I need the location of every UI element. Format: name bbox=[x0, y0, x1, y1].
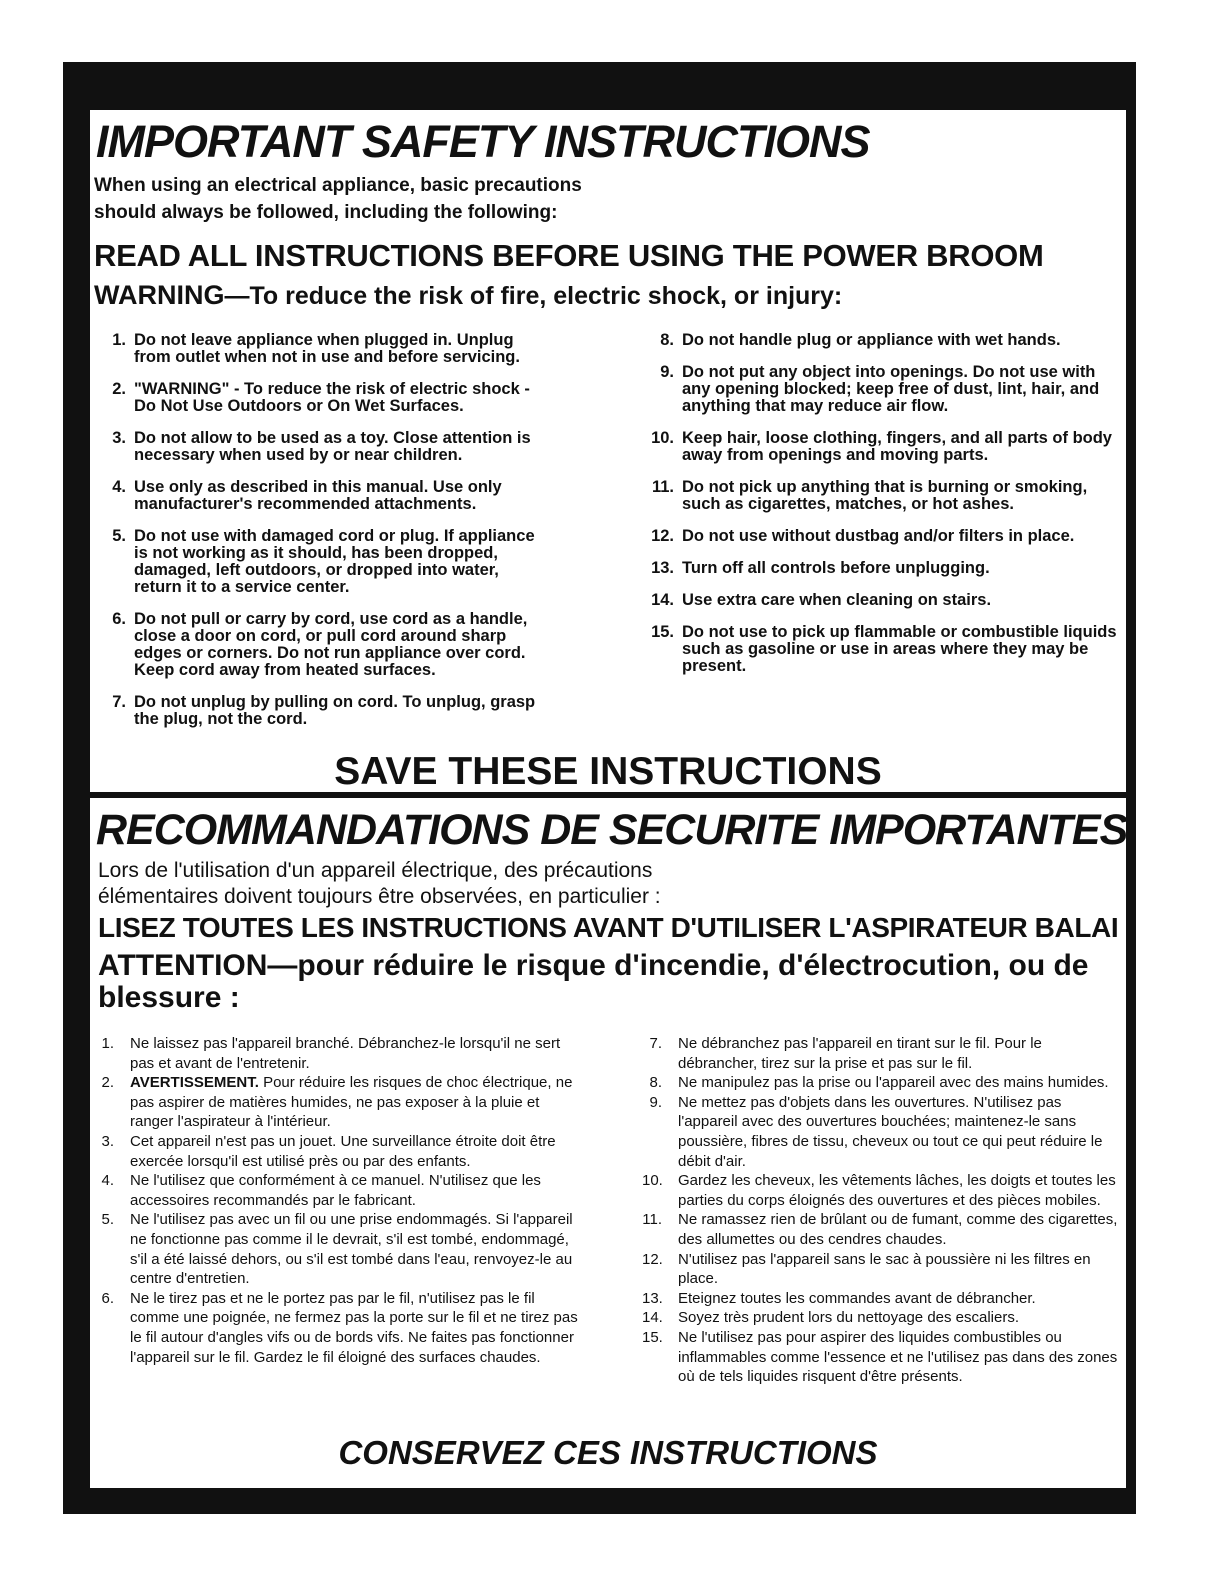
item-number: 1. bbox=[101, 1035, 114, 1052]
list-item bbox=[642, 1328, 1122, 1387]
english-warning-text: —To reduce the risk of fire, electric shock, or injury: bbox=[224, 282, 843, 310]
list-item bbox=[646, 430, 1118, 464]
item-number: 11. bbox=[651, 478, 674, 496]
item-number: 12. bbox=[642, 1250, 663, 1268]
french-intro bbox=[98, 858, 798, 910]
list-item bbox=[98, 381, 546, 415]
item-text: Use only as described in this manual. Use only manufacturer's recommended attachments. bbox=[134, 478, 502, 513]
item-text: Ne ramassez rien de brûlant ou de fumant, comme des cigarettes, des allumettes ou des cendres chaudes. bbox=[678, 1211, 1118, 1248]
list-item bbox=[642, 1171, 1122, 1210]
item-text: Do not use with damaged cord or plug. If appliance is not working as it should, has been dropped, damaged, left outdoors, or dropped into water, return it to a service center. bbox=[134, 527, 535, 596]
item-text: Ne l'utilisez pas pour aspirer des liquides combustibles ou inflammables comme l'essence et ne l'utilisez pas dans des zones où de tels liquides risquent d'être présents. bbox=[678, 1328, 1118, 1386]
item-text: "WARNING" - To reduce the risk of electric shock - Do Not Use Outdoors or On Wet Surfaces. bbox=[134, 380, 530, 415]
item-text: Do not allow to be used as a toy. Close attention is necessary when used by or near children. bbox=[134, 429, 531, 464]
list-item bbox=[646, 560, 1118, 577]
divider-tick bbox=[1126, 776, 1132, 778]
item-number: 7. bbox=[112, 693, 126, 711]
item-text: Do not leave appliance when plugged in. Unplug from outlet when not in use and before servicing. bbox=[134, 331, 520, 366]
list-item bbox=[646, 332, 1118, 349]
item-text: Ne l'utilisez pas avec un fil ou une prise endommagés. Si l'appareil ne fonctionne pas comme il le devrait, s'il est tombé, endommagé, s'il a été laissé dehors, ou s'il est tombé dans l'eau, renvoyez-le au centre d'entretien. bbox=[130, 1211, 573, 1288]
item-text: Ne débranchez pas l'appareil en tirant sur le fil. Pour le débrancher, tirez sur la prise et pas sur le fil. bbox=[678, 1035, 1042, 1072]
english-warning-heading bbox=[94, 280, 842, 311]
item-text: Do not unplug by pulling on cord. To unplug, grasp the plug, not the cord. bbox=[134, 693, 536, 728]
item-number: 13. bbox=[642, 1289, 663, 1307]
french-instructions-left bbox=[94, 1034, 580, 1367]
english-safety-section bbox=[90, 110, 1126, 792]
list-item bbox=[642, 1210, 1122, 1249]
item-number: 10. bbox=[642, 1172, 663, 1190]
item-number: 4. bbox=[112, 478, 126, 496]
list-item bbox=[98, 430, 546, 464]
item-number: 7. bbox=[649, 1035, 662, 1052]
item-number: 12. bbox=[651, 527, 674, 545]
item-number: 9. bbox=[649, 1093, 662, 1111]
item-text: Keep hair, loose clothing, fingers, and all parts of body away from openings and moving parts. bbox=[682, 429, 1112, 464]
item-number: 13. bbox=[651, 559, 674, 577]
list-item bbox=[646, 528, 1118, 545]
item-number: 2. bbox=[101, 1074, 114, 1092]
item-text: Turn off all controls before unplugging. bbox=[682, 559, 990, 577]
item-number: 9. bbox=[660, 363, 674, 381]
item-text: Pour réduire les risques de choc électrique, ne pas aspirer de matières humides, ne pas exposer à la pluie et ranger l'aspirateur à l'intérieur. bbox=[130, 1074, 573, 1131]
english-intro bbox=[94, 172, 694, 226]
item-number: 5. bbox=[101, 1211, 114, 1229]
english-read-all-heading: READ ALL INSTRUCTIONS BEFORE USING THE POWER BROOM bbox=[94, 238, 1044, 273]
list-item bbox=[642, 1073, 1122, 1093]
item-text: Do not pick up anything that is burning or smoking, such as cigarettes, matches, or hot ashes. bbox=[682, 478, 1088, 513]
item-text: Ne le tirez pas et ne le portez pas par le fil, n'utilisez pas le fil comme une poignée, ne fermez pas la porte sur le fil et ne tirez pas le fil autour d'angles vifs ou de bords vifs. Ne faites pas fonctionner l'appareil sur le fil. Gardez le fil éloigné des surfaces chaudes. bbox=[130, 1289, 578, 1366]
item-number: 3. bbox=[112, 429, 126, 447]
item-number: 4. bbox=[101, 1172, 114, 1190]
item-number: 15. bbox=[642, 1328, 663, 1346]
item-number: 1. bbox=[112, 331, 126, 349]
list-item bbox=[94, 1073, 580, 1132]
item-text: Do not pull or carry by cord, use cord as a handle, close a door on cord, or pull cord around sharp edges or corners. Do not run appliance over cord. Keep cord away from heated surfaces. bbox=[134, 610, 528, 679]
list-item bbox=[642, 1250, 1122, 1289]
list-item bbox=[646, 592, 1118, 609]
english-intro-line2: should always be followed, including the following: bbox=[94, 202, 558, 223]
item-number: 3. bbox=[101, 1132, 114, 1150]
item-text: Ne manipulez pas la prise ou l'appareil avec des mains humides. bbox=[678, 1074, 1109, 1092]
item-number: 11. bbox=[642, 1211, 662, 1229]
french-instructions-right bbox=[642, 1034, 1122, 1387]
item-text: Do not use without dustbag and/or filters in place. bbox=[682, 527, 1075, 545]
item-text: Ne mettez pas d'objets dans les ouvertures. N'utilisez pas l'appareil avec des ouvertures bouchées; maintenez-le sans poussière, fibres de tissu, cheveux ou tout ce qui peut réduire le débit d'air. bbox=[678, 1093, 1103, 1170]
list-item bbox=[642, 1093, 1122, 1171]
french-intro-line2: élémentaires doivent toujours être observées, en particulier : bbox=[98, 885, 661, 908]
list-item bbox=[98, 528, 546, 596]
list-item bbox=[642, 1308, 1122, 1328]
english-save-instructions: SAVE THESE INSTRUCTIONS bbox=[334, 750, 882, 793]
item-number: 8. bbox=[649, 1074, 662, 1092]
english-warning-lead: WARNING bbox=[94, 280, 225, 310]
list-item bbox=[94, 1289, 580, 1367]
item-number: 5. bbox=[112, 527, 126, 545]
french-read-all-heading: LISEZ TOUTES LES INSTRUCTIONS AVANT D'UTILISER L'ASPIRATEUR BALAI bbox=[98, 912, 1119, 943]
french-title: RECOMMANDATIONS DE SECURITE IMPORTANTES bbox=[96, 806, 1128, 854]
list-item bbox=[98, 694, 546, 728]
item-number: 6. bbox=[101, 1289, 114, 1307]
french-safety-section bbox=[90, 798, 1126, 1488]
french-warning-heading: ATTENTION—pour réduire le risque d'incendie, d'électrocution, ou de blessure : bbox=[98, 949, 1089, 1014]
item-number: 14. bbox=[651, 591, 674, 609]
list-item bbox=[646, 364, 1118, 415]
list-item bbox=[646, 624, 1118, 675]
item-number: 14. bbox=[642, 1309, 663, 1327]
item-text: Cet appareil n'est pas un jouet. Une surveillance étroite doit être exercée lorsqu'il est utilisé près ou par des enfants. bbox=[130, 1132, 556, 1170]
list-item bbox=[94, 1034, 580, 1073]
list-item bbox=[642, 1289, 1122, 1309]
item-number: 6. bbox=[112, 610, 126, 628]
item-number: 10. bbox=[651, 429, 674, 447]
item-text: Do not handle plug or appliance with wet hands. bbox=[682, 331, 1061, 349]
item-text: Ne l'utilisez que conformément à ce manuel. N'utilisez que les accessoires recommandés par le fabricant. bbox=[130, 1172, 541, 1209]
list-item bbox=[642, 1034, 1122, 1073]
item-text: Gardez les cheveux, les vêtements lâches, les doigts et toutes les parties du corps éloignés des ouvertures et des pièces mobiles. bbox=[678, 1172, 1116, 1209]
list-item bbox=[98, 479, 546, 513]
list-item bbox=[94, 1210, 580, 1288]
item-number: 8. bbox=[660, 331, 674, 349]
item-number: 2. bbox=[112, 380, 126, 398]
item-text: Do not use to pick up flammable or combustible liquids such as gasoline or use in areas where they may be present. bbox=[682, 623, 1117, 675]
item-number: 15. bbox=[651, 623, 674, 641]
item-text: Ne laissez pas l'appareil branché. Débranchez-le lorsqu'il ne sert pas et avant de l'entretenir. bbox=[130, 1035, 561, 1072]
english-title: IMPORTANT SAFETY INSTRUCTIONS bbox=[96, 116, 870, 167]
list-item bbox=[94, 1171, 580, 1210]
item-text: Soyez très prudent lors du nettoyage des escaliers. bbox=[678, 1309, 1020, 1327]
item-text: N'utilisez pas l'appareil sans le sac à poussière ni les filtres en place. bbox=[678, 1250, 1091, 1288]
list-item bbox=[94, 1132, 580, 1171]
french-save-instructions: CONSERVEZ CES INSTRUCTIONS bbox=[338, 1434, 878, 1471]
list-item bbox=[646, 479, 1118, 513]
list-item bbox=[98, 611, 546, 679]
french-intro-line1: Lors de l'utilisation d'un appareil électrique, des précautions bbox=[98, 859, 653, 882]
list-item bbox=[98, 332, 546, 366]
item-text: Do not put any object into openings. Do not use with any opening blocked; keep free of dust, lint, hair, and anything that may reduce air flow. bbox=[682, 363, 1100, 415]
item-text: Eteignez toutes les commandes avant de débrancher. bbox=[678, 1289, 1036, 1307]
english-instructions-right bbox=[646, 332, 1118, 675]
english-intro-line1: When using an electrical appliance, basic precautions bbox=[94, 175, 582, 196]
item-text: Use extra care when cleaning on stairs. bbox=[682, 591, 992, 609]
item-lead: AVERTISSEMENT. bbox=[130, 1074, 259, 1092]
english-instructions-left bbox=[98, 332, 546, 728]
